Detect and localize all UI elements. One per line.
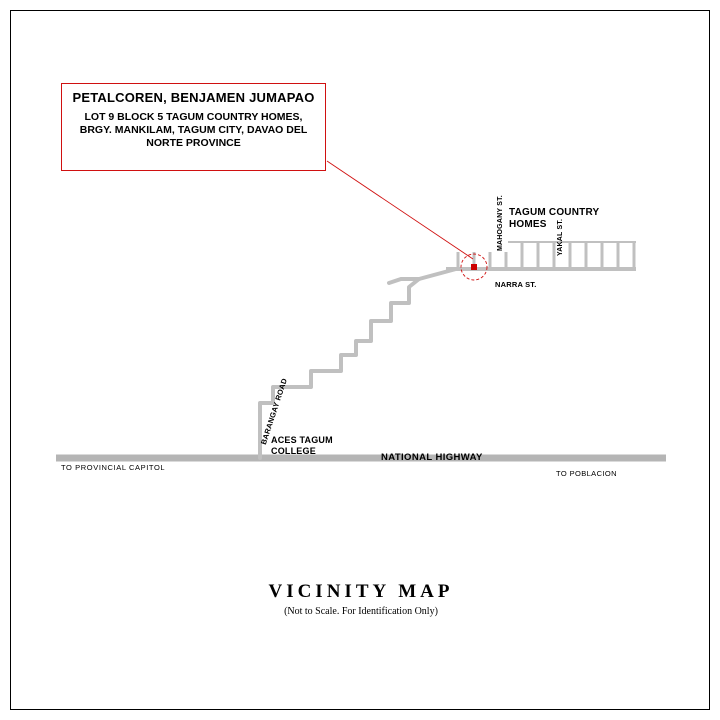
location-marker-dot [471, 264, 477, 270]
label-to-provincial-capitol: TO PROVINCIAL CAPITOL [61, 463, 166, 472]
label-barangay-road: BARANGAY ROAD [259, 377, 289, 446]
owner-name: PETALCOREN, BENJAMEN JUMAPAO [72, 90, 315, 105]
callout-leader-line [327, 161, 473, 259]
label-mahogany-street: MAHOGANY ST. [497, 195, 504, 251]
label-narra-street: NARRA ST. [495, 280, 537, 289]
map-frame [10, 10, 710, 710]
label-subdivision: TAGUM COUNTRY HOMES [509, 207, 600, 230]
label-national-highway: NATIONAL HIGHWAY [381, 452, 483, 463]
label-yakal-street: YAKAL ST. [557, 218, 564, 256]
barangay-road-path [260, 269, 456, 458]
title-block [11, 581, 711, 617]
property-description: LOT 9 BLOCK 5 TAGUM COUNTRY HOMES, BRGY. MANKILAM, TAGUM CITY, DAVAO DEL NORTE PROVINCE [79, 111, 308, 149]
map-subtitle: (Not to Scale. For Identification Only) [284, 606, 438, 617]
map-title: VICINITY MAP [268, 581, 454, 602]
label-aces-tagum-college: ACES TAGUM COLLEGE [271, 435, 333, 456]
property-callout-box [61, 83, 326, 171]
label-to-poblacion: TO POBLACION [556, 469, 617, 478]
